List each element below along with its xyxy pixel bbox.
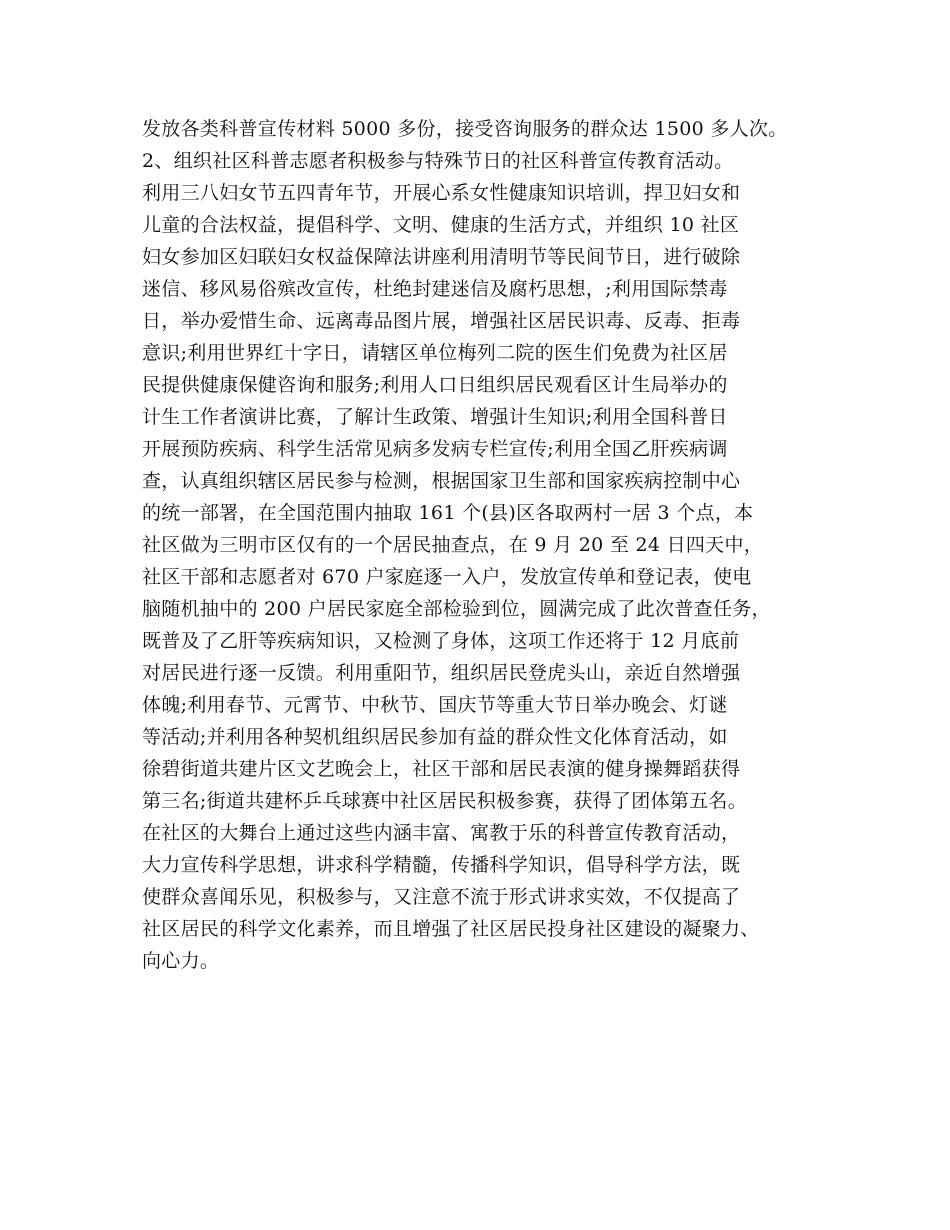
body-text xyxy=(142,113,842,977)
text-line: 利用三八妇女节五四青年节，开展心系女性健康知识培训，捍卫妇女和 xyxy=(142,182,741,204)
text-line: 迷信、移风易俗殡改宣传，杜绝封建迷信及腐朽思想，;利用国际禁毒 xyxy=(142,278,728,300)
text-line: 在社区的大舞台上通过这些内涵丰富、寓教于乐的科普宣传教育活动， xyxy=(142,822,741,844)
text-line: 等活动;并利用各种契机组织居民参加有益的群众性文化体育活动，如 xyxy=(142,726,728,748)
text-line: 开展预防疾病、科学生活常见病多发病专栏宣传;利用全国乙肝疾病调 xyxy=(142,438,728,460)
text-line: 向心力。 xyxy=(142,950,220,972)
text-line: 意识;利用世界红十字日，请辖区单位梅列二院的医生们免费为社区居 xyxy=(142,342,728,364)
text-line: 体魄;利用春节、元霄节、中秋节、国庆节等重大节日举办晚会、灯谜 xyxy=(142,694,728,716)
text-line: 发放各类科普宣传材料 5000 多份，接受咨询服务的群众达 1500 多人次。 xyxy=(142,118,788,140)
text-line: 大力宣传科学思想，讲求科学精髓，传播科学知识，倡导科学方法，既 xyxy=(142,854,741,876)
text-line: 徐碧街道共建片区文艺晚会上，社区干部和居民表演的健身操舞蹈获得 xyxy=(142,758,741,780)
text-line: 脑随机抽中的 200 户居民家庭全部检验到位，圆满完成了此次普查任务， xyxy=(142,598,771,620)
text-line: 既普及了乙肝等疾病知识，又检测了身体，这项工作还将于 12 月底前 xyxy=(142,630,740,652)
text-line: 社区做为三明市区仅有的一个居民抽查点，在 9 月 20 至 24 日四天中， xyxy=(142,534,764,556)
text-line: 的统一部署，在全国范围内抽取 161 个(县)区各取两村一居 3 个点，本 xyxy=(142,502,754,524)
text-line: 社区干部和志愿者对 670 户家庭逐一入户，发放宣传单和登记表，使电 xyxy=(142,566,752,588)
text-line: 计生工作者演讲比赛，了解计生政策、增强计生知识;利用全国科普日 xyxy=(142,406,728,428)
text-line: 查，认真组织辖区居民参与检测，根据国家卫生部和国家疾病控制中心 xyxy=(142,470,741,492)
text-line: 民提供健康保健咨询和服务;利用人口日组织居民观看区计生局举办的 xyxy=(142,374,728,396)
text-line: 妇女参加区妇联妇女权益保障法讲座利用清明节等民间节日，进行破除 xyxy=(142,246,741,268)
text-line: 对居民进行逐一反馈。利用重阳节，组织居民登虎头山，亲近自然增强 xyxy=(142,662,741,684)
text-line: 儿童的合法权益，提倡科学、文明、健康的生活方式，并组织 10 社区 xyxy=(142,214,740,236)
text-line: 使群众喜闻乐见，积极参与，又注意不流于形式讲求实效，不仅提高了 xyxy=(142,886,741,908)
text-line: 日，举办爱惜生命、远离毒品图片展，增强社区居民识毒、反毒、拒毒 xyxy=(142,310,741,332)
text-line: 社区居民的科学文化素养，而且增强了社区居民投身社区建设的凝聚力、 xyxy=(142,918,760,940)
text-line: 第三名;街道共建杯乒乓球赛中社区居民积极参赛，获得了团体第五名。 xyxy=(142,790,748,812)
text-line: 2、组织社区科普志愿者积极参与特殊节日的社区科普宣传教育活动。 xyxy=(142,150,734,172)
